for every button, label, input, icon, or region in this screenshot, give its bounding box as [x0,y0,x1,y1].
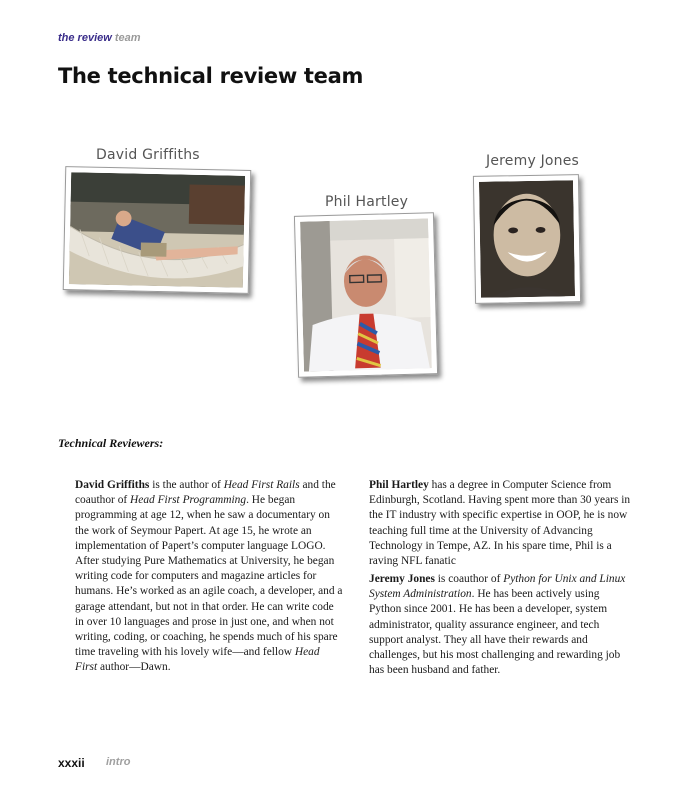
page-title: The technical review team [58,64,364,88]
bio-jeremy-jones [369,572,633,678]
photo-jeremy-jones [473,174,581,304]
bio-name-jeremy: Jeremy Jones [369,573,435,585]
bio-text: . He has been actively using Python since 2001. He has been a developer, system administrator, quality assurance engineer, and tech support analyst. They all have their rewards and challenges, but his most challenging and rewarding job has been husband and father. [369,588,621,677]
reviewer-name-phil: Phil Hartley [325,194,409,210]
page-number: xxxii [58,756,85,770]
running-header-main: the review [58,32,112,44]
photo-phil-hartley [294,212,438,378]
book-title: Python for Unix and Linux System Administration [369,573,626,601]
book-title: Head First Programming [130,494,247,507]
footer-section-label: intro [106,756,131,768]
running-header-sub: team [114,32,141,44]
bio-phil-hartley [369,478,633,569]
photo-david-griffiths [63,166,252,294]
bio-text: and the coauthor of [75,479,336,507]
reviewer-name-jeremy: Jeremy Jones [486,153,580,169]
bio-name-phil: Phil Hartley [369,479,429,491]
bio-text: has a degree in Computer Science from Edinburgh, Scotland. Having spent more than 30 years in the IT industry with specific expertise in OOP, he is now teaching full time at the University of Advancing Technology in Tempe, AZ. In his spare time, Phil is a raving NFL fanatic [369,479,631,568]
bio-text: . He began programming at age 12, when he saw a documentary on the work of Seymour Papert. At age 15, he wrote an implementation of Papert’s computer language LOGO. After studying Pure Mathematics at University, he began writing code for computers and magazine articles for humans. He’s worked as an agile coach, a developer, and a garage attendant, but not in that order. He can write code in over 10 languages and prose in just one, and when not writing, coding, or coaching, he spends much of his spare time traveling with his lovely wife—and fellow [75,494,343,659]
section-heading-technical-reviewers: Technical Reviewers: [58,436,164,450]
book-title: Head First Rails [223,479,300,491]
reviewer-name-david: David Griffiths [96,147,200,163]
bio-text: is the author of [149,479,224,491]
running-header [58,32,141,44]
series-name: Head First [75,646,320,674]
bio-name-david: David Griffiths [75,479,150,491]
bio-david-griffiths [75,478,343,676]
bio-text: author—Dawn. [97,661,171,674]
bio-text: is coauthor of [434,573,504,585]
